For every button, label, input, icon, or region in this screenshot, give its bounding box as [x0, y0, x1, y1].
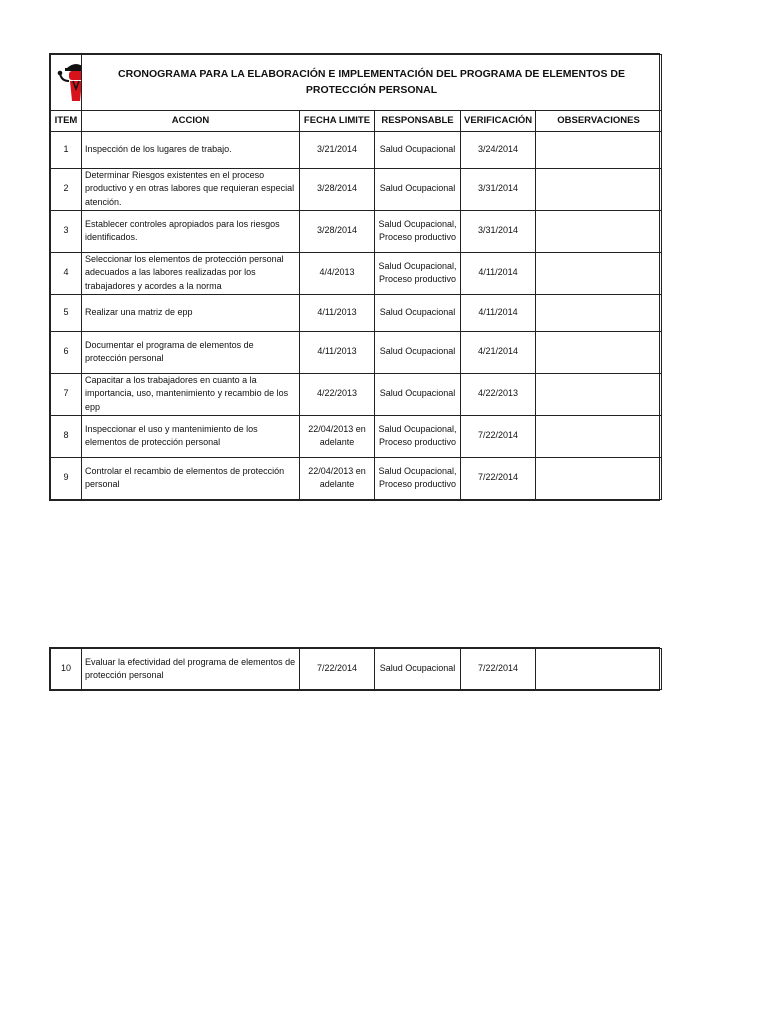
cell-responsable: Salud Ocupacional, Proceso productivo	[375, 210, 461, 252]
cell-fecha-limite: 4/11/2013	[300, 294, 375, 331]
cell-responsable: Salud Ocupacional	[375, 649, 461, 690]
cell-verificacion: 3/31/2014	[461, 210, 536, 252]
cell-responsable: Salud Ocupacional	[375, 373, 461, 415]
cell-responsable: Salud Ocupacional, Proceso productivo	[375, 252, 461, 294]
cell-item: 4	[51, 252, 82, 294]
cell-observaciones	[536, 331, 662, 373]
extra-row-table	[50, 648, 662, 690]
extra-row-container	[49, 647, 660, 691]
title-row	[51, 55, 662, 111]
cell-verificacion: 4/22/2013	[461, 373, 536, 415]
table-row	[51, 131, 662, 168]
cell-accion: Seleccionar los elementos de protección personal adecuados a las labores realizadas por los trabajadores y acordes a la norma	[82, 252, 300, 294]
cell-observaciones	[536, 168, 662, 210]
cell-item: 1	[51, 131, 82, 168]
table-row	[51, 415, 662, 457]
cell-observaciones	[536, 649, 662, 690]
cell-verificacion: 4/11/2014	[461, 294, 536, 331]
cell-responsable: Salud Ocupacional	[375, 168, 461, 210]
cell-observaciones	[536, 457, 662, 499]
table-row	[51, 373, 662, 415]
document-title: CRONOGRAMA PARA LA ELABORACIÓN E IMPLEMENTACIÓN DEL PROGRAMA DE ELEMENTOS DE PROTECCIÓN PERSONAL	[82, 55, 662, 111]
header-item: ITEM	[51, 110, 82, 131]
cell-observaciones	[536, 210, 662, 252]
header-responsable: RESPONSABLE	[375, 110, 461, 131]
cell-item: 8	[51, 415, 82, 457]
cell-accion: Inspección de los lugares de trabajo.	[82, 131, 300, 168]
cell-item: 6	[51, 331, 82, 373]
cell-fecha-limite: 4/11/2013	[300, 331, 375, 373]
cell-observaciones	[536, 373, 662, 415]
schedule-table	[50, 54, 662, 500]
cell-fecha-limite: 3/28/2014	[300, 210, 375, 252]
cell-accion: Documentar el programa de elementos de protección personal	[82, 331, 300, 373]
cell-responsable: Salud Ocupacional, Proceso productivo	[375, 415, 461, 457]
header-observaciones: OBSERVACIONES	[536, 110, 662, 131]
cell-observaciones	[536, 294, 662, 331]
header-row	[51, 110, 662, 131]
cell-observaciones	[536, 252, 662, 294]
logo-cell	[51, 55, 82, 111]
cell-accion: Capacitar a los trabajadores en cuanto a la importancia, uso, mantenimiento y recambio de los epp	[82, 373, 300, 415]
table-row	[51, 649, 662, 690]
table-row	[51, 457, 662, 499]
cell-responsable: Salud Ocupacional	[375, 131, 461, 168]
cell-fecha-limite: 3/28/2014	[300, 168, 375, 210]
header-fecha-limite: FECHA LIMITE	[300, 110, 375, 131]
cell-responsable: Salud Ocupacional	[375, 294, 461, 331]
cell-fecha-limite: 4/4/2013	[300, 252, 375, 294]
cell-fecha-limite: 22/04/2013 en adelante	[300, 457, 375, 499]
header-verificacion: VERIFICACIÓN	[461, 110, 536, 131]
schedule-table-container	[49, 53, 660, 501]
table-row	[51, 294, 662, 331]
cell-item: 7	[51, 373, 82, 415]
table-row	[51, 168, 662, 210]
cell-item: 10	[51, 649, 82, 690]
cell-accion: Establecer controles apropiados para los riesgos identificados.	[82, 210, 300, 252]
cell-responsable: Salud Ocupacional, Proceso productivo	[375, 457, 461, 499]
table-row	[51, 210, 662, 252]
cell-accion: Inspeccionar el uso y mantenimiento de los elementos de protección personal	[82, 415, 300, 457]
cell-verificacion: 4/21/2014	[461, 331, 536, 373]
cell-item: 5	[51, 294, 82, 331]
cell-verificacion: 3/31/2014	[461, 168, 536, 210]
cell-item: 3	[51, 210, 82, 252]
cell-responsable: Salud Ocupacional	[375, 331, 461, 373]
cell-verificacion: 4/11/2014	[461, 252, 536, 294]
cell-verificacion: 7/22/2014	[461, 457, 536, 499]
header-accion: ACCION	[82, 110, 300, 131]
cell-accion: Determinar Riesgos existentes en el proceso productivo y en otras labores que requieran especial atención.	[82, 168, 300, 210]
cell-fecha-limite: 7/22/2014	[300, 649, 375, 690]
cell-fecha-limite: 22/04/2013 en adelante	[300, 415, 375, 457]
safety-worker-logo-icon	[51, 55, 82, 105]
table-row	[51, 331, 662, 373]
cell-fecha-limite: 4/22/2013	[300, 373, 375, 415]
table-row	[51, 252, 662, 294]
cell-verificacion: 7/22/2014	[461, 649, 536, 690]
cell-accion: Evaluar la efectividad del programa de elementos de protección personal	[82, 649, 300, 690]
cell-item: 2	[51, 168, 82, 210]
cell-verificacion: 7/22/2014	[461, 415, 536, 457]
cell-fecha-limite: 3/21/2014	[300, 131, 375, 168]
cell-accion: Realizar una matriz de epp	[82, 294, 300, 331]
cell-verificacion: 3/24/2014	[461, 131, 536, 168]
cell-observaciones	[536, 415, 662, 457]
cell-item: 9	[51, 457, 82, 499]
cell-accion: Controlar el recambio de elementos de protección personal	[82, 457, 300, 499]
cell-observaciones	[536, 131, 662, 168]
